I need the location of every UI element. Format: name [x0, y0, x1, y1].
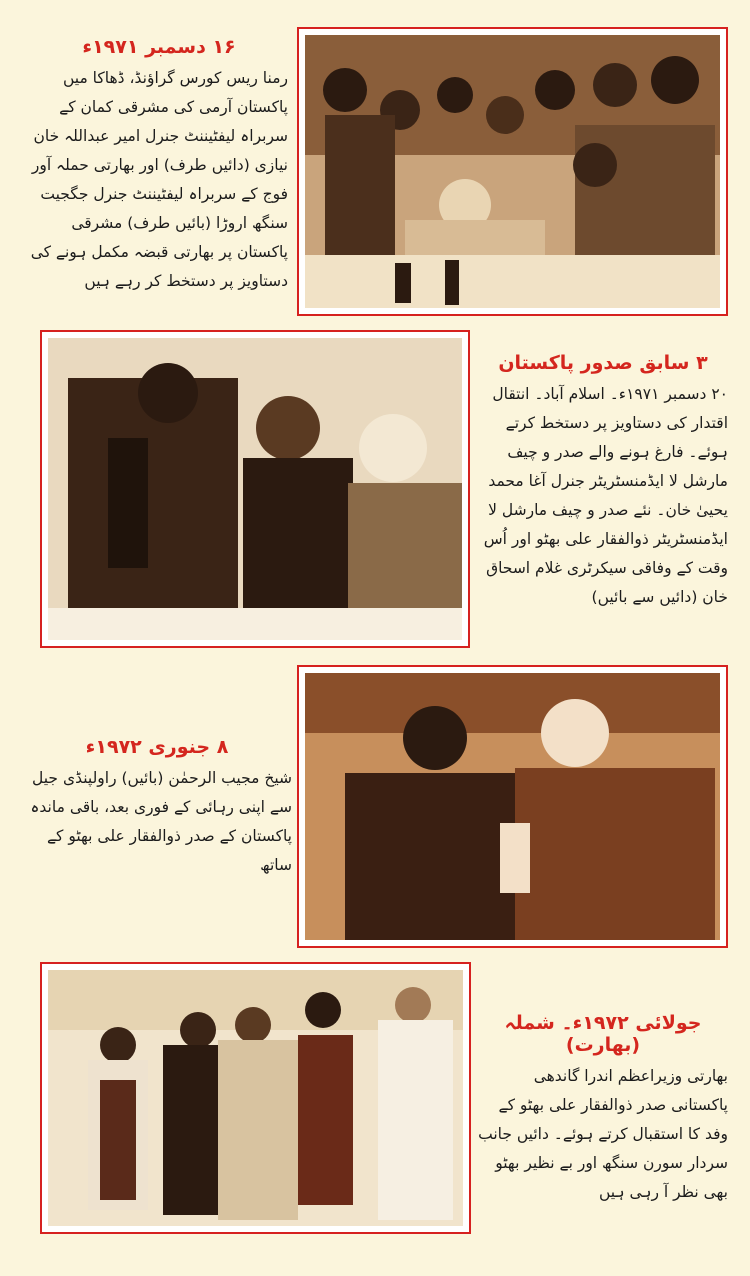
- simla-photo-image: [48, 970, 463, 1226]
- caption-text: رمنا ریس کورس گراؤنڈ، ڈھاکا میں پاکستان آرمی کی مشرقی کمان کے سربراہ لیفٹیننٹ جنرل امیر عبداللہ خان نیازی (دائیں طرف) اور بھارتی حملہ آور فوج کے سربراہ لیفٹیننٹ جنرل جگجیت سنگھ اروڑا (بائیں طرف) مشرقی پاکستان پر بھارتی قبضہ مکمل ہونے کی دستاویز پر دستخط کر رہے ہیں: [30, 69, 288, 290]
- date-heading: ۸ جنوری ۱۹۷۲ء: [85, 736, 229, 758]
- caption-block-4: [478, 1012, 728, 1202]
- power-transfer-photo-image: [48, 338, 462, 640]
- section-heading: جولائی ۱۹۷۲ء۔ شملہ (بھارت): [504, 1012, 702, 1056]
- caption-block-1: [30, 36, 288, 316]
- photo-simla-reception: [40, 962, 471, 1234]
- date-heading: ۱۶ دسمبر ۱۹۷۱ء: [82, 36, 236, 58]
- caption-text: ۲۰ دسمبر ۱۹۷۱ء۔ اسلام آباد۔ انتقال اقتدار کی دستاویز پر دستخط کرتے ہوئے۔ فارغ ہونے والے صدر و چیف مارشل لا ایڈمنسٹریٹر جنرل آغا محمد یحییٰ خان۔ نئے صدر و چیف مارشل لا ایڈمنسٹریٹر ذوالفقار علی بھٹو اور اُس وقت کے وفاقی سیکرٹری غلام اسحاق خان (دائیں سے بائیں): [483, 385, 728, 606]
- photo-surrender-signing: [297, 27, 728, 316]
- photo-power-transfer: [40, 330, 470, 648]
- caption-block-2: [478, 352, 728, 652]
- caption-block-3: [22, 736, 292, 886]
- mujib-bhutto-photo-image: [305, 673, 720, 940]
- caption-text: بھارتی وزیراعظم اندرا گاندھی پاکستانی صدر ذوالفقار علی بھٹو کے وفد کا استقبال کرتے ہوئے۔ دائیں جانب سردار سورن سنگھ اور بے نظیر بھٹو بھی نظر آ رہی ہیں: [478, 1067, 728, 1201]
- caption-text: شیخ مجیب الرحمٰن (بائیں) راولپنڈی جیل سے اپنی رہائی کے فوری بعد، باقی ماندہ پاکستان کے صدر ذوالفقار علی بھٹو کے ساتھ: [30, 769, 292, 874]
- section-heading: ۳ سابق صدور پاکستان: [498, 352, 708, 374]
- surrender-photo-image: [305, 35, 720, 308]
- photo-mujib-bhutto: [297, 665, 728, 948]
